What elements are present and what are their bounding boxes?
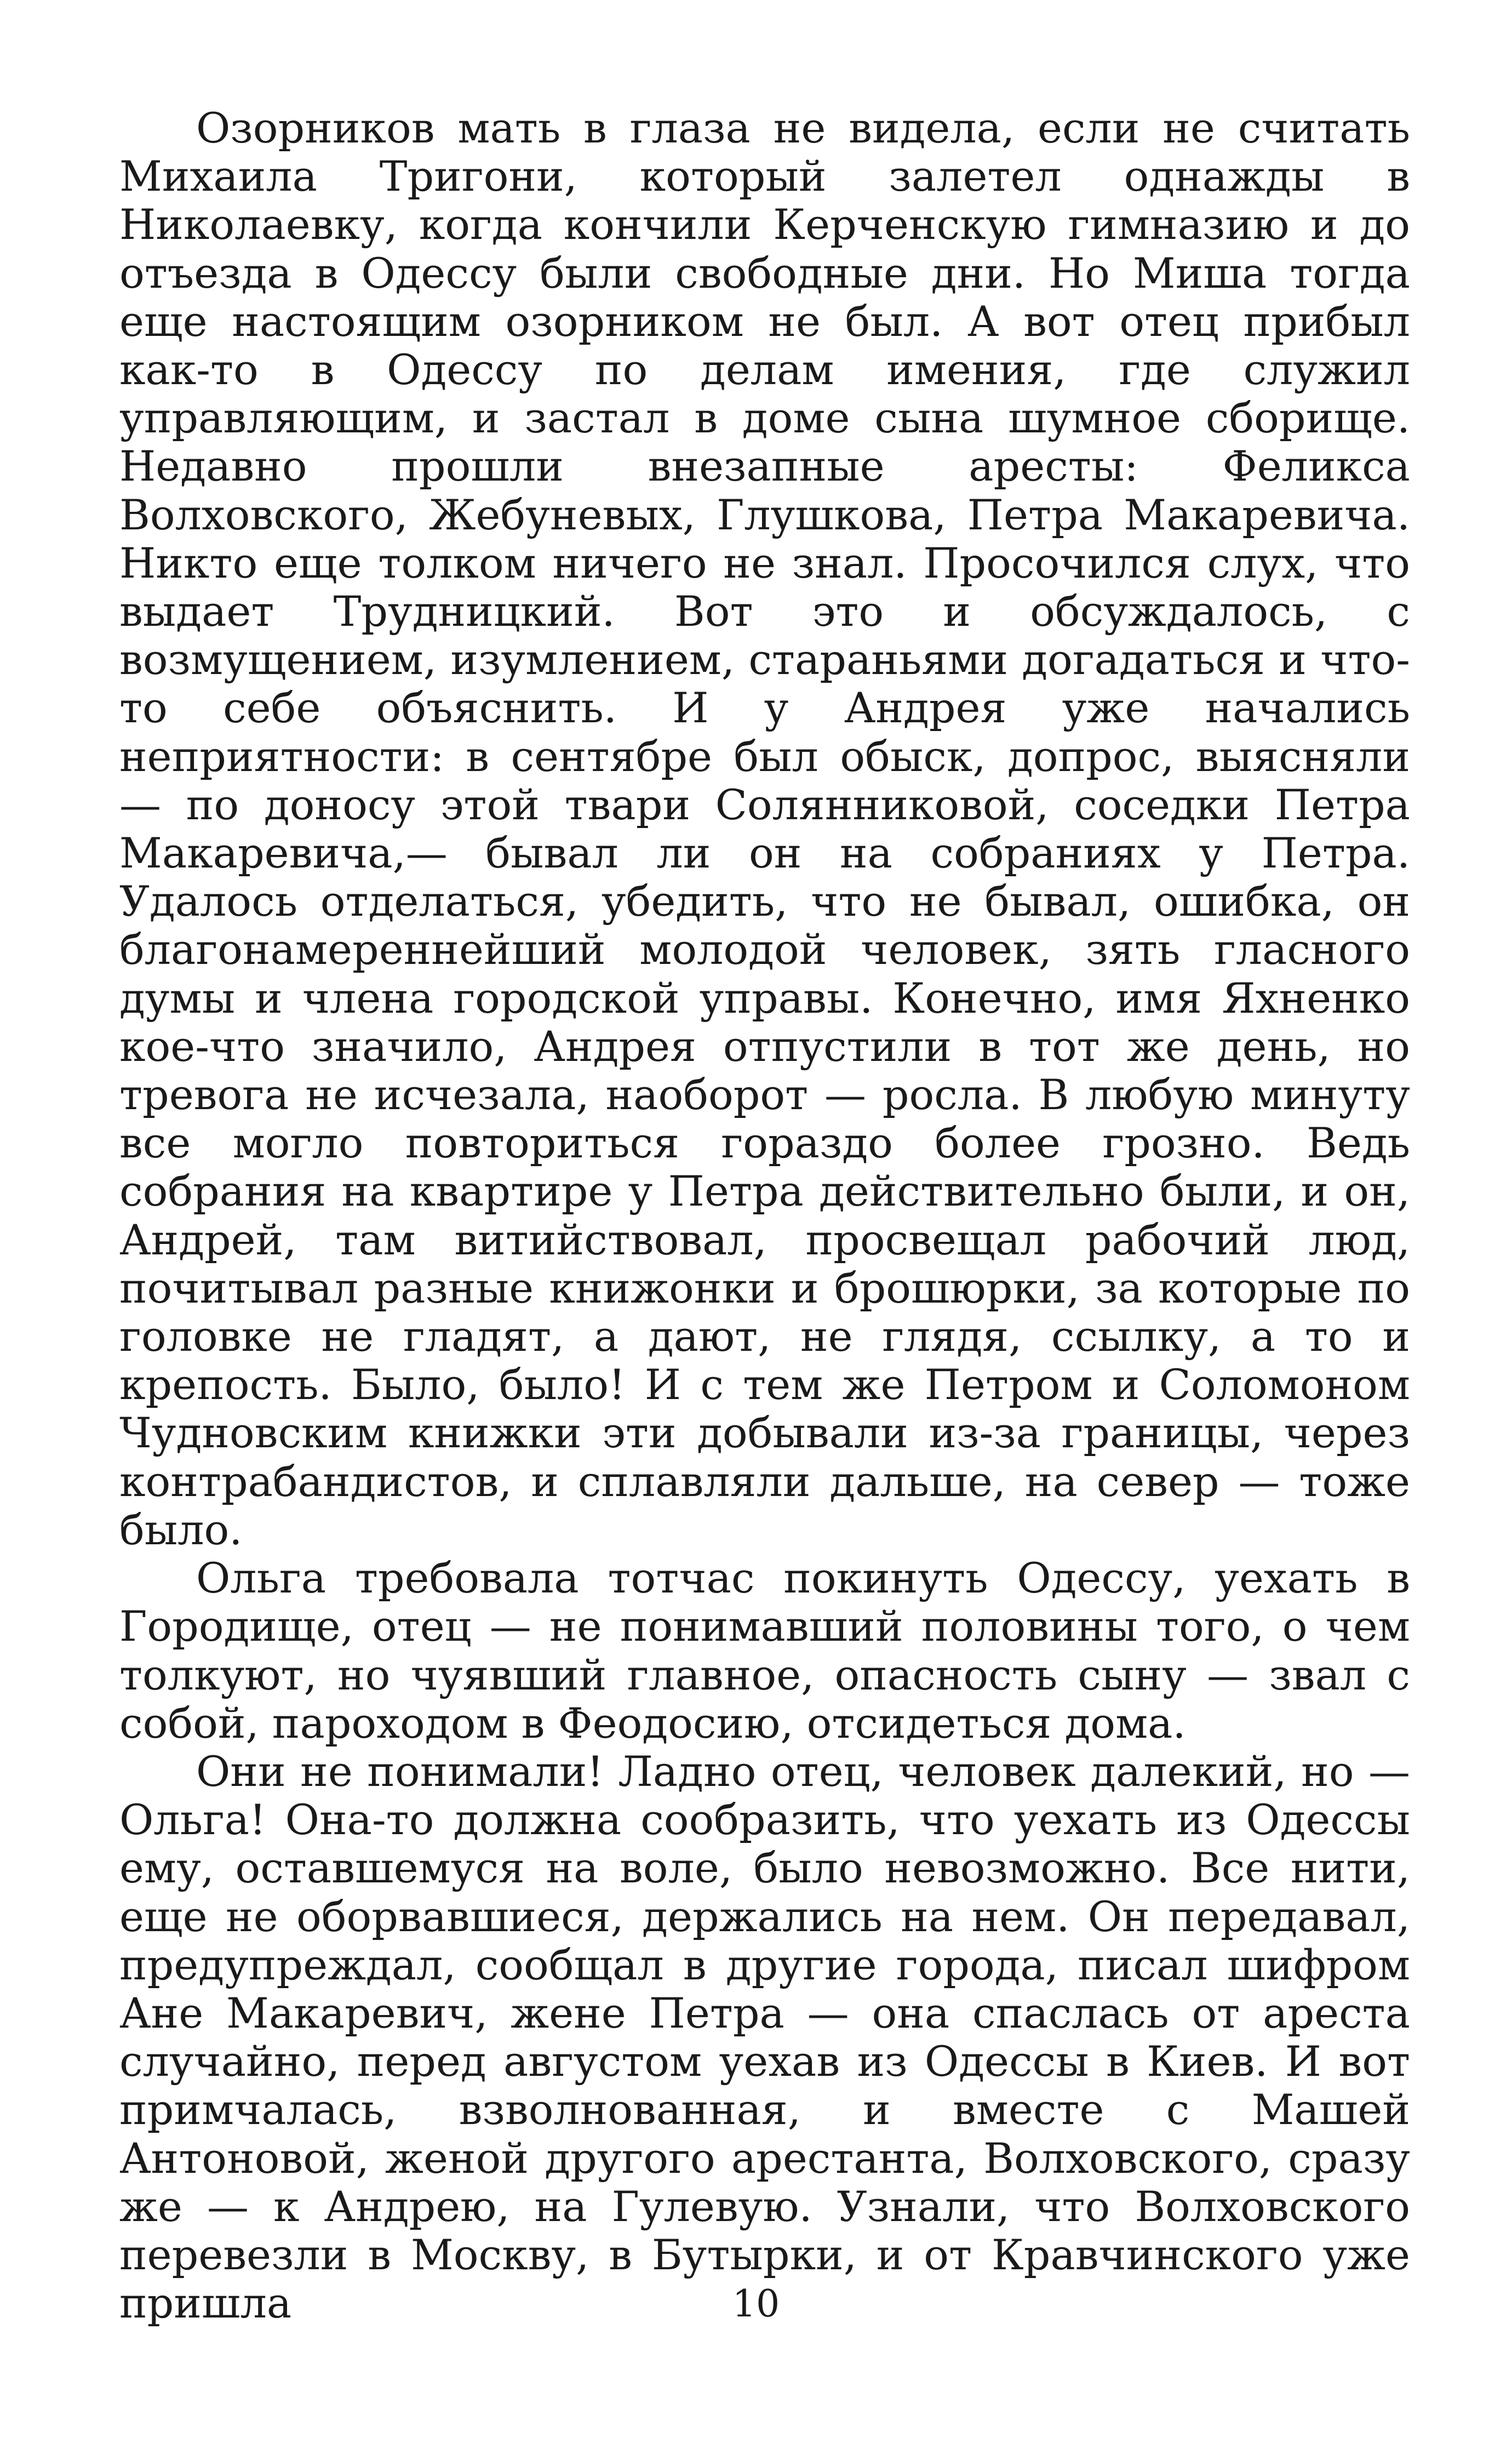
paragraph-3: Они не понимали! Ладно отец, человек далекий, но — Ольга! Она-то должна сообразить, что уехать из Одессы ему, оставшемуся на воле, было невозможно. Все нити, еще не оборвавшиеся, держались на нем. Он передавал, предупреждал, сообщал в другие города, писал шифром Ане Макаревич, жене Петра — она спаслась от ареста случайно, перед августом уехав из Одессы в Киев. И вот примчалась, взволнованная, и вместе с Машей Антоновой, женой другого арестанта, Волховского, сразу же — к Андрею, на Гулевую. Узнали, что Волховского перевезли в Москву, в Бутырки, и от Кравчинского уже пришла xyxy=(119,1746,1410,2328)
body-text xyxy=(119,104,1410,2327)
page-number: 10 xyxy=(732,2282,780,2326)
paragraph-1: Озорников мать в глаза не видела, если не считать Михаила Тригони, который залетел однажды в Николаевку, когда кончили Керченскую гимназию и до отъезда в Одессу были свободные дни. Но Миша тогда еще настоящим озорником не был. А вот отец прибыл как-то в Одессу по делам имения, где служил управляющим, и застал в доме сына шумное сборище. Недавно прошли внезапные аресты: Феликса Волховского, Жебуневых, Глушкова, Петра Макаревича. Никто еще толком ничего не знал. Просочился слух, что выдает Трудницкий. Вот это и обсуждалось, с возмущением, изумлением, стараньями догадаться и что-то себе объяснить. И у Андрея уже начались неприятности: в сентябре был обыск, допрос, выясняли — по доносу этой твари Солянниковой, соседки Петра Макаревича,— бывал ли он на собраниях у Петра. Удалось отделаться, убедить, что не бывал, ошибка, он благонамереннейший молодой человек, зять гласного думы и члена городской управы. Конечно, имя Яхненко кое-что значило, Андрея отпустили в тот же день, но тревога не исчезала, наоборот — росла. В любую минуту все могло повториться гораздо более грозно. Ведь собрания на квартире у Петра действительно были, и он, Андрей, там витийствовал, просвещал рабочий люд, почитывал разные книжонки и брошюрки, за которые по головке не гладят, а дают, не глядя, ссылку, а то и крепость. Было, было! И с тем же Петром и Соломоном Чудновским книжки эти добывали из-за границы, через контрабандистов, и сплавляли дальше, на север — тоже было. xyxy=(119,104,1410,1554)
paragraph-2: Ольга требовала тотчас покинуть Одессу, уехать в Городище, отец — не понимавший половины того, о чем толкуют, но чуявший главное, опасность сыну — звал с собой, пароходом в Феодосию, отсидеться дома. xyxy=(119,1554,1410,1748)
